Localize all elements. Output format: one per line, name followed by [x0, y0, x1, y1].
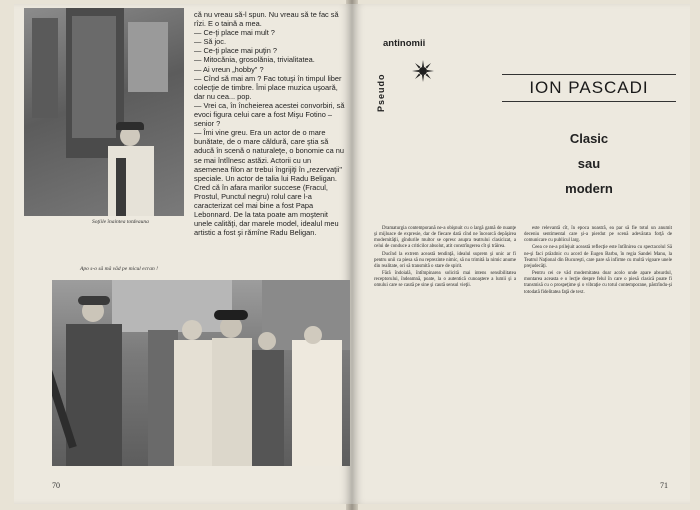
- paragraph: Ceea ce ne-a prilejuit această reflecţie este întîlnirea cu spectacolul Să ne-şi faci prăzdnic cu acord de Eugen Barbu, în regia Sandei Manu, la Teatrul Naţional din Bucureşti, care pare să infirme cu multă vigoare unele prejudecăţi.: [524, 245, 672, 269]
- paragraph: Pentru cei ce văd modernitatea doar acolo unde apare absurdul, montarea aceasta e o lecţie despre felul în care o piesă clasică poate fi transmisă cu o prospeţime şi o vibraţie cu totul contemporane, păstrîndu-şi totodată fidelitatea faţă de text.: [524, 271, 672, 295]
- dialogue-line: — Îmi vine greu. Era un actor de o mare bunătate, de o mare căldură, care ştia să aducă în scenă o naturaleţe, o bonomie ca nu se mai întîlnesc astăzi. Actorii cu un asemenea filon ar trebui îngrijiţi în „rezervaţii" speciale. Un actor de talia lui Radu Beligan. Cred că în afara marilor succese (Fracul, Prostul, Punctul negru) rolul care l-a caracterizat cel mai bine a fost Papa Lebonnard. De la tata poate am moştenit unele calităţi, dar marele model, idealul meu artistic a fost şi rămîne Radu Beligan.: [194, 128, 344, 238]
- title-line: sau: [577, 156, 601, 171]
- paragraph: Ducînd la extrem această tendinţă, idealul suprem şi unic ar fi pentru unii ca piesa să nu reprezinte nimic, să nu trimită la nimic anume din realitate, ori să transmită o stare de spirit.: [374, 251, 516, 269]
- dialogue-line: — Ce-ţi place mai puţin ?: [194, 46, 277, 56]
- title-line: modern: [565, 181, 613, 196]
- article-column-1: [374, 226, 516, 291]
- photo1-caption: Soţiile înaintea totdeauna: [92, 219, 149, 225]
- page-number-left: 70: [52, 481, 60, 490]
- author-box: [502, 74, 676, 102]
- right-page: [352, 4, 690, 504]
- dialogue-line: — Ce-ţi place mai mult ?: [194, 28, 275, 38]
- photo-actor-standing: [24, 8, 184, 216]
- paragraph: Fără îndoială, întîmpinarea solicită mai intens sensibilitatea receptorului, îndeamnă, poate, la o autentică cunoaştere a lumii şi a omului care se caută pe sine şi caută sensul vieţii.: [374, 271, 516, 289]
- paragraph: Dramaturgia contemporană ne-a obişnuit cu o largă gamă de nuanţe şi mijloace de expresie, dar de fiecare dată cînd ne încearcă depăşirea modernităţii, gîndurile multor se opresc asupra teatrului clasicizat, a celui de conduce a criticilor absolut, atit constrîngerea cît şi trăirea.: [374, 226, 516, 250]
- rubric-vertical: Pseudo: [376, 73, 386, 112]
- dialogue-line: că nu vreau să-l spun. Nu vreau să te fac să rîzi. E o taină a mea.: [194, 10, 339, 29]
- rubric-label: antinomii: [383, 38, 426, 49]
- photo2-caption: Apo s-o să mă văd pe micul ecran !: [80, 266, 158, 272]
- paragraph: este relevantă cît, în epoca noastră, ea par să fie totul un anumit deceniu sentimental care şi-a pierdut pe scenă adevărata forţă de comunicare cu publicul larg.: [524, 226, 672, 244]
- dialogue-line: — Mitocănia, grosolănia, trivialitatea.: [194, 55, 315, 65]
- article-column-2: [524, 226, 672, 297]
- article-title: [502, 126, 676, 201]
- dialogue-line: — Cînd să mai am ? Fac totuşi în timpul liber colecţie de timbre. Îmi place muzica uşoară, dar nu cea... pop.: [194, 73, 342, 101]
- dialogue-line: — Vrei ca, în încheierea acestei convorbiri, să evoci figura celui care a fost Mişu Fotino – senior ?: [194, 100, 345, 129]
- dialogue-line: — Ai vreun „hobby" ?: [194, 64, 264, 74]
- interview-text: [194, 10, 346, 237]
- page-number-right: 71: [660, 481, 668, 490]
- photo-street-crowd: [52, 280, 350, 466]
- author-name: ION PASCADI: [529, 78, 649, 97]
- left-page: [14, 4, 352, 504]
- sun-ornament-icon: [412, 60, 434, 82]
- dialogue-line: — Să joc.: [194, 37, 227, 47]
- title-line: Clasic: [569, 131, 609, 146]
